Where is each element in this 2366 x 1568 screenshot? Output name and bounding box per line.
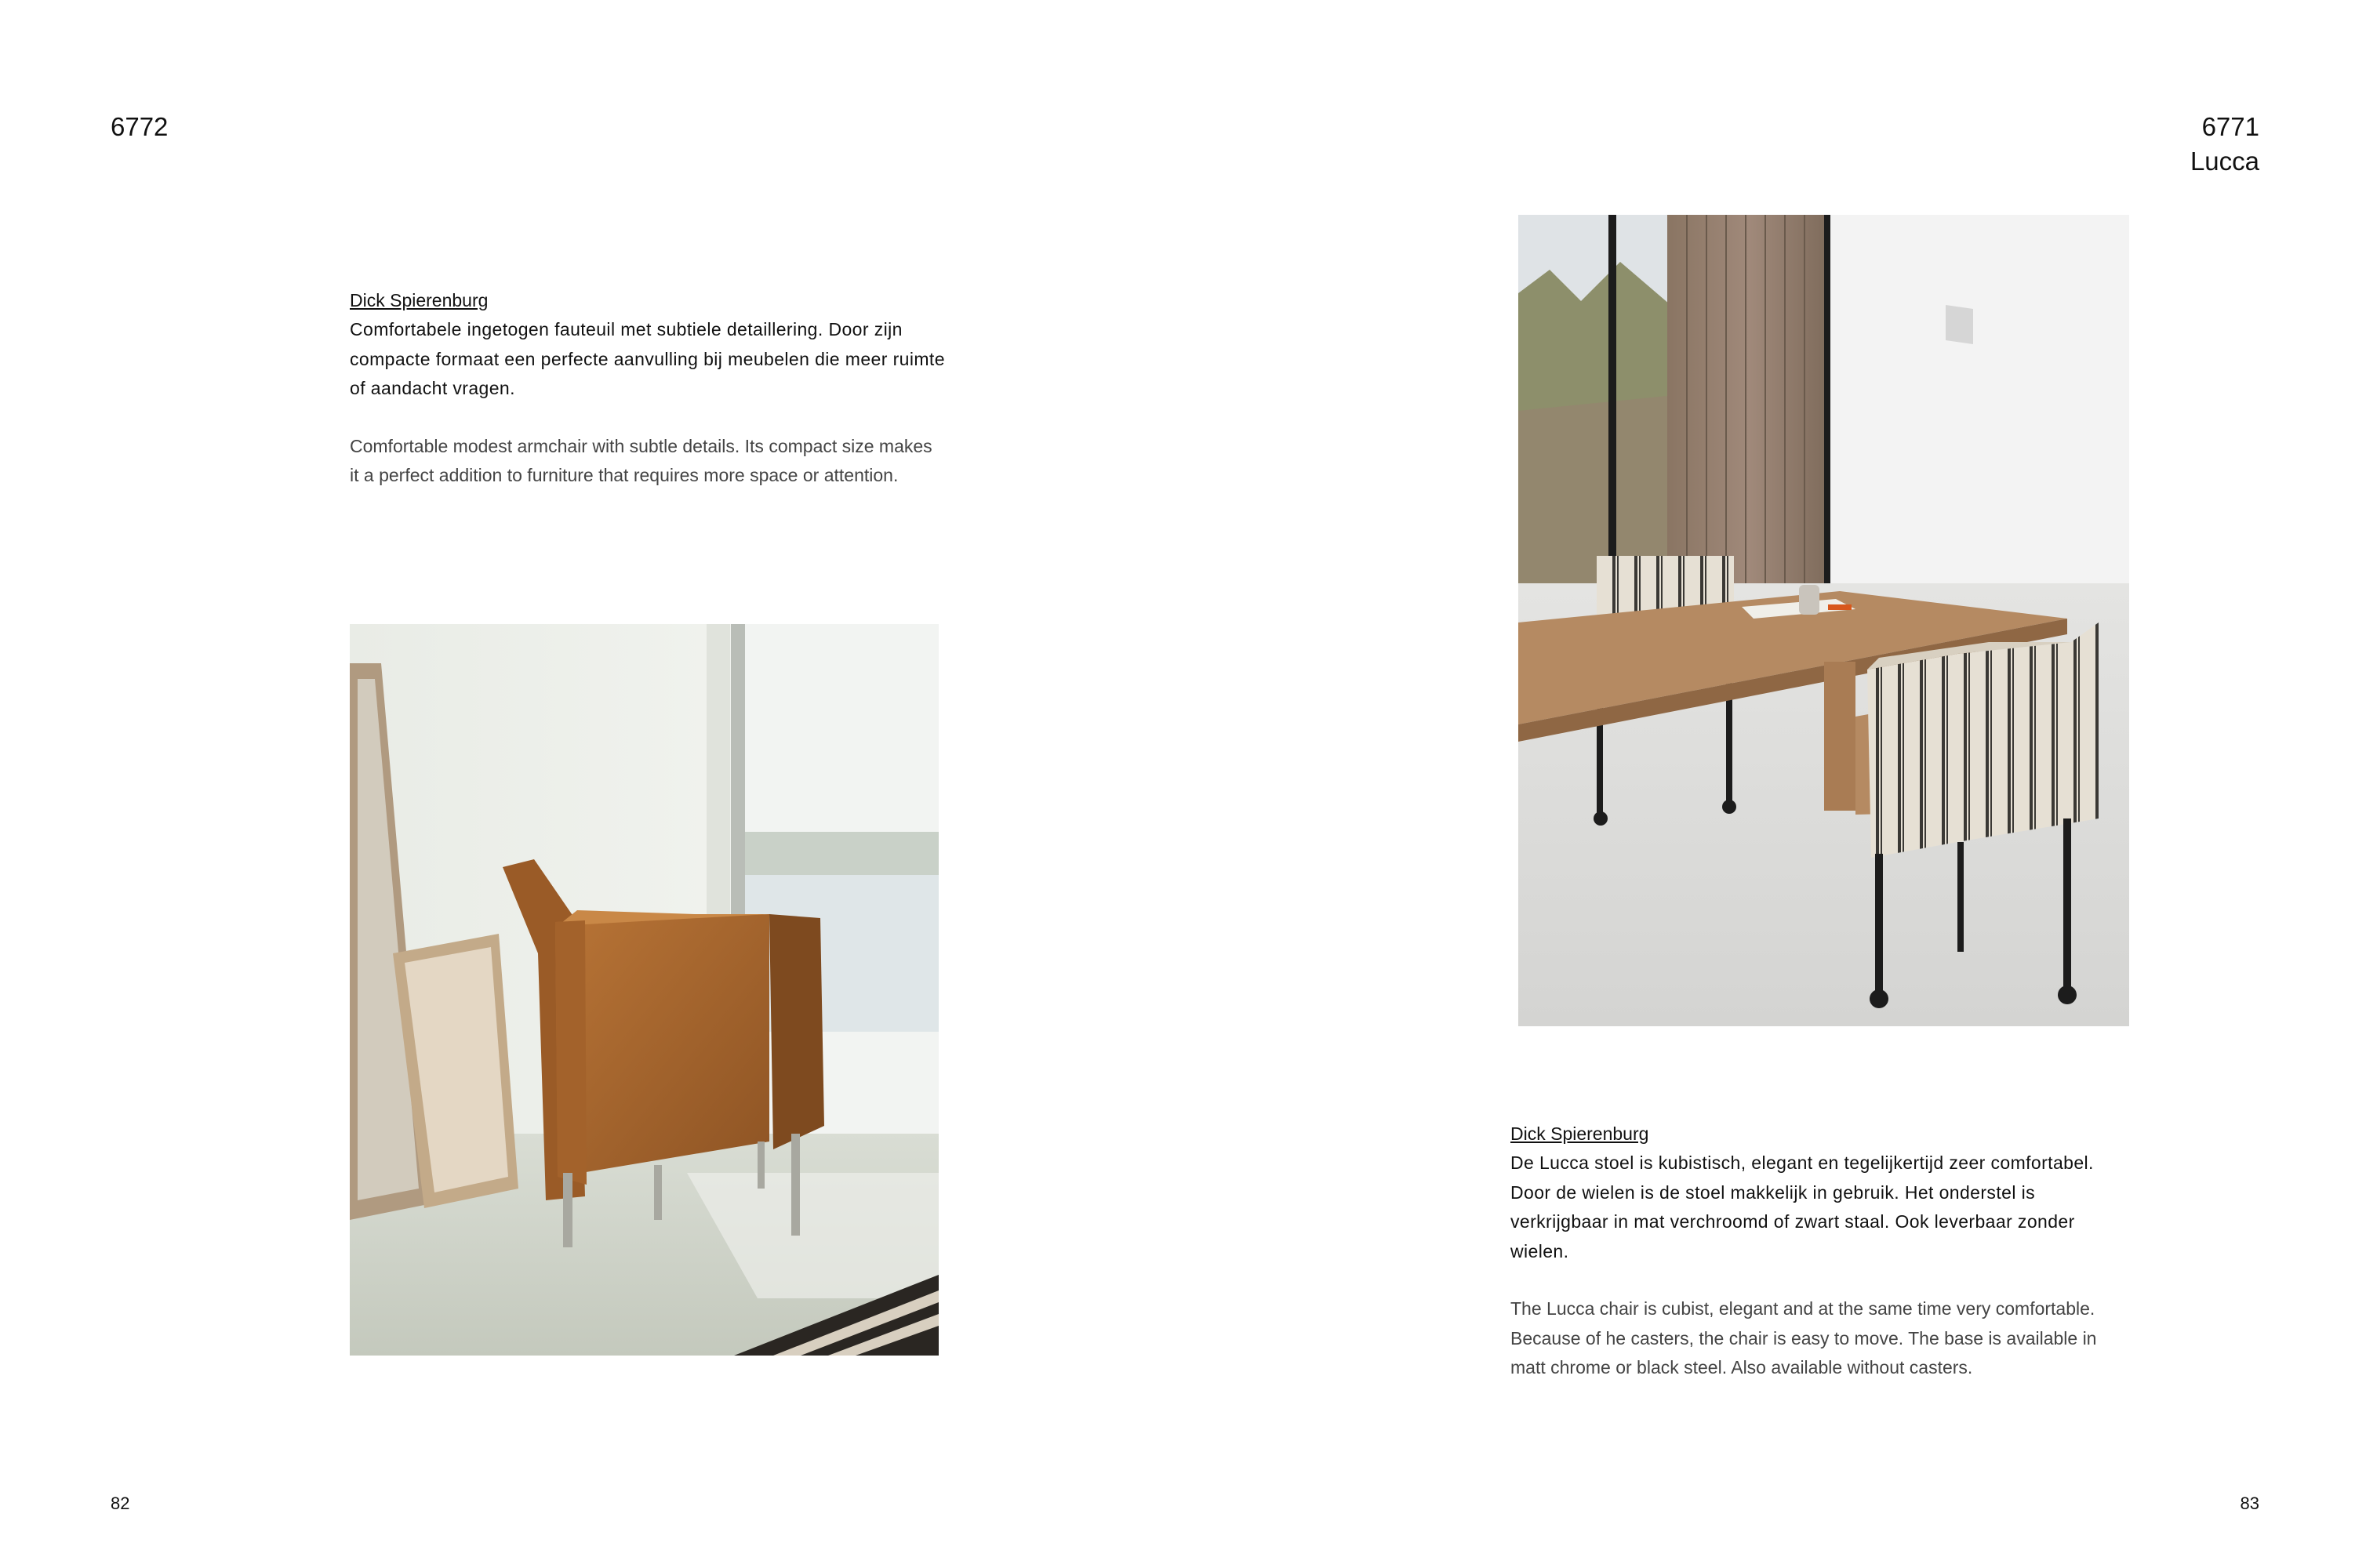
product-number-left: 6772 [111, 112, 169, 141]
page-number-left: 82 [111, 1494, 130, 1513]
designer-name-left: Dick Spierenburg [350, 290, 489, 310]
description-dutch-left: Comfortabele ingetogen fauteuil met subtiele detaillering. Door zijn compacte formaat een perfecte aanvulling bij meubelen die meer ruimte of aandacht vragen. [350, 319, 945, 398]
description-english-left: Comfortable modest armchair with subtle details. Its compact size makes it a perfect addition to furniture that requires more space or attention. [350, 435, 932, 485]
product-name-right: Lucca [2190, 147, 2259, 176]
lucca-chair-photo [1518, 215, 2129, 1026]
armchair-photo [350, 624, 939, 1356]
product-text-left [350, 286, 946, 491]
product-number-right: 6771 [2201, 112, 2259, 141]
designer-name-right: Dick Spierenburg [1510, 1123, 1649, 1144]
armchair-photo-illustration [350, 624, 939, 1356]
product-heading-right [2190, 110, 2259, 179]
description-dutch-right: De Lucca stoel is kubistisch, elegant en tegelijkertijd zeer comfortabel. Door de wielen is de stoel makkelijk in gebruik. Het onderstel is verkrijgbaar in mat verchroomd of zwart staal. Ook leverbaar zonder wielen. [1510, 1152, 2094, 1261]
page-number-right: 83 [2240, 1494, 2259, 1513]
product-text-right [1510, 1120, 2122, 1383]
lucca-chair-photo-illustration [1518, 215, 2129, 1026]
description-english-right: The Lucca chair is cubist, elegant and at the same time very comfortable. Because of he casters, the chair is easy to move. The base is available in matt chrome or black steel. Also available without casters. [1510, 1298, 2097, 1377]
